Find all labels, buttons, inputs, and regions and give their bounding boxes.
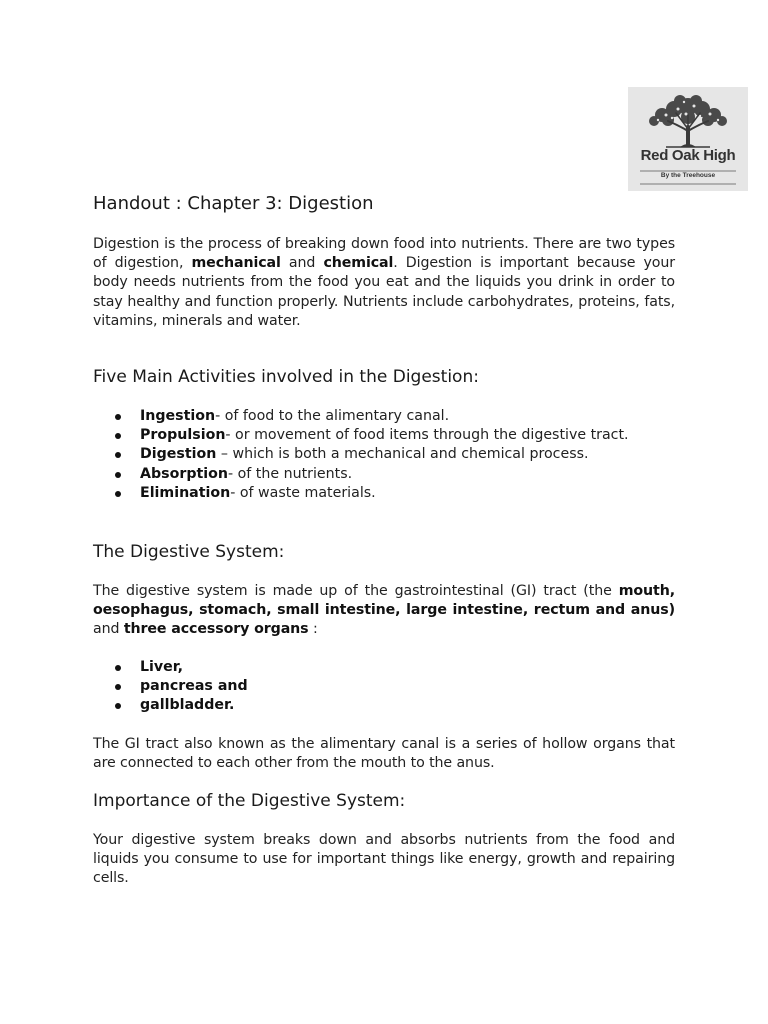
activity-desc: - of waste materials. [230,484,376,501]
bullet-icon [115,433,121,439]
organ-name: gallbladder. [140,697,235,714]
importance-heading: Importance of the Digestive System: [93,791,406,811]
activity-desc: - or movement of food items through the digestive tract. [225,427,629,444]
list-item [115,677,675,696]
bullet-icon [115,452,121,458]
activity-term: Elimination [140,484,231,501]
bullet-icon [115,414,121,420]
intro-paragraph [93,235,675,331]
system-heading: The Digestive System: [93,542,285,562]
list-item [115,426,675,445]
intro-text: . Digestion is important because your body needs nutrients from the food you eat and the liquids you drink in order to stay healthy and function properly. Nutrients include carbohydrates, proteins, fats, vitamins, minerals and water. [93,255,676,329]
bullet-icon [115,665,121,671]
system-paragraph [93,582,675,640]
activity-desc: – which is both a mechanical and chemical process. [216,446,589,463]
activities-list [115,407,675,503]
intro-bold-mechanical: mechanical [191,255,281,272]
list-item [115,407,675,426]
system-text: The digestive system is made up of the gastrointestinal (GI) tract (the [93,583,619,599]
intro-bold-chemical: chemical [323,255,394,272]
organ-name: pancreas and [140,678,248,695]
logo-tagline: By the Treehouse [660,172,716,179]
organ-name: Liver, [140,659,184,675]
activity-desc: - of food to the alimentary canal. [215,408,450,424]
importance-paragraph: Your digestive system breaks down and absorbs nutrients from the food and liquids you consume to use for important things like energy, growth and repairing cells. [93,832,675,887]
bullet-icon [115,472,121,478]
activity-term: Absorption [140,465,228,482]
bullet-icon [115,684,121,690]
list-item [115,484,675,503]
list-item [115,658,675,677]
accessory-organs-list [115,658,675,716]
logo-name: Red Oak High [640,147,736,164]
gi-tract-paragraph: The GI tract also known as the alimentary canal is a series of hollow organs that are connected to each other from the mouth to the anus. [93,736,675,772]
activity-desc: - of the nutrients. [227,465,353,482]
intro-text: Digestion is the process of breaking down food into nutrients. There are two types of digestion, [93,236,675,272]
system-bold-organs: mouth, oesophagus, stomach, small intestine, large intestine, rectum and anus) [93,583,675,619]
activity-term: Propulsion [140,427,226,444]
page-title: Handout : Chapter 3: Digestion [93,193,374,214]
activity-term: Ingestion [140,408,216,424]
system-text: and [93,621,124,638]
bullet-icon [115,491,121,497]
list-item [115,696,675,715]
intro-text: and [280,255,324,272]
system-text: : [308,621,318,638]
school-logo [628,87,748,191]
list-item [115,465,675,484]
activities-heading: Five Main Activities involved in the Digestion: [93,367,479,387]
system-bold-accessory: three accessory organs [123,621,309,638]
list-item [115,445,675,464]
bullet-icon [115,703,121,709]
activity-term: Digestion [140,446,217,463]
